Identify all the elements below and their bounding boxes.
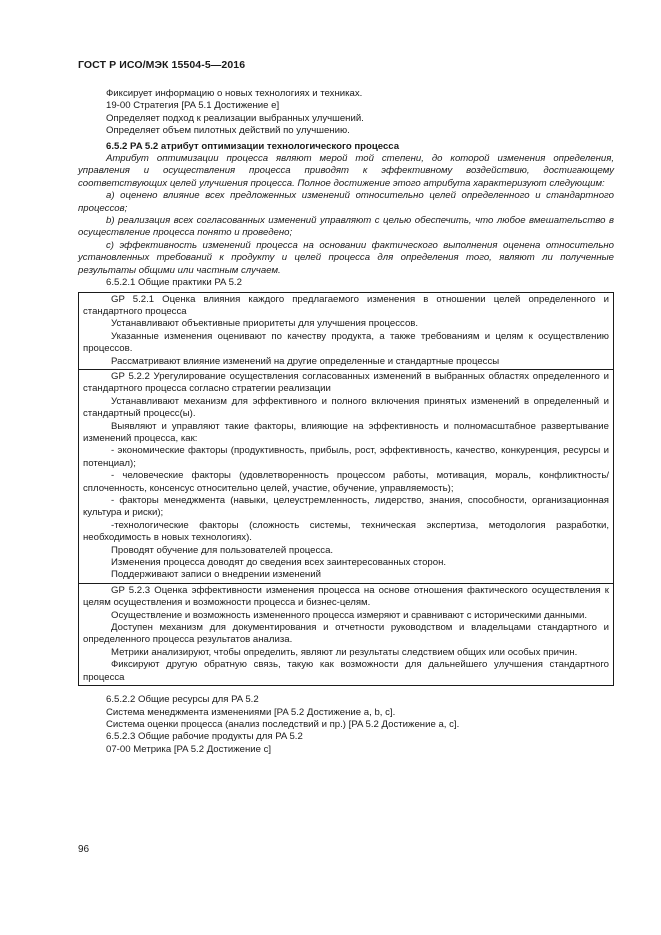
section-paragraph: Атрибут оптимизации процесса являют мерой той степени, до которой изменения определения, управления и осуществления процесса приводят к эффективному воздействию, достигающему соответствующих целей улучшения процесса. Полное достижение этого атрибута характеризуют следующим: — [78, 153, 614, 189]
box-line: Рассматривают влияние изменений на другие определенные и стандартные процессы — [111, 355, 500, 367]
box-line: Метрики анализируют, чтобы определить, являют ли результаты следствием общих или особых причин. — [111, 646, 578, 658]
box-line: -технологические факторы (сложность системы, техническая экспертиза, методология разработки, необходимость в новых технологиях). — [83, 519, 609, 544]
outro-line: Система менеджмента изменениями [PA 5.2 Достижение a, b, c]. — [106, 706, 396, 718]
box-line: Доступен механизм для документирования и отчетности руководством и владельцами стандартного и определенного процесса результатов анализа. — [83, 622, 609, 646]
box-line: Проводят обучение для пользователей процесса. — [111, 544, 334, 556]
section-paragraph: b) реализация всех согласованных изменений управляют с целью обеспечить, что любое вмешательство в осуществление процесса понято и проведено; — [78, 215, 614, 239]
box-line: GP 5.2.3 Оценка эффективности изменения процесса на основе отношения фактического осуществления к целям осуществления и возможности процесса и бизнес-целям. — [83, 584, 609, 609]
section-heading: 6.5.2 PA 5.2 атрибут оптимизации технологического процесса — [106, 140, 400, 152]
intro-line: Фиксирует информацию о новых технологиях и техниках. — [106, 88, 363, 99]
box-line: Выявляют и управляют такие факторы, влияющие на эффективность и полномасштабное развертывание изменений процесса, как: — [83, 420, 609, 444]
box-line: Изменения процесса доводят до сведения всех заинтересованных сторон. — [111, 557, 447, 569]
intro-line: 19-00 Стратегия [PA 5.1 Достижение e] — [106, 100, 280, 112]
practices-title: 6.5.2.1 Общие практики PA 5.2 — [106, 277, 242, 289]
box-line: Фиксируют другую обратную связь, такую как возможности для дальнейшего улучшения стандартного процесса — [83, 659, 609, 683]
box-line: Указанные изменения оценивают по качеству продукта, а также требованиям и целям к осуществлению процессов. — [83, 330, 609, 355]
outro-line: Система оценки процесса (анализ последствий и пр.) [PA 5.2 Достижение a, c]. — [106, 718, 460, 730]
practice-box-gp-5-2-1 — [78, 292, 614, 370]
document-header: ГОСТ Р ИСО/МЭК 15504-5—2016 — [78, 59, 246, 71]
outro-line: 6.5.2.3 Общие рабочие продукты для PA 5.2 — [106, 731, 303, 743]
intro-line: Определяет объем пилотных действий по улучшению. — [106, 125, 350, 137]
box-line: Поддерживают записи о внедрении изменений — [111, 569, 321, 581]
box-line: Устанавливают механизм для эффективного и полного включения принятых изменений в определенный и стандартный процесс(ы). — [83, 395, 609, 420]
box-line: - экономические факторы (продуктивность, прибыль, рост, эффективность, качество, конкуренция, ресурсы и потенциал); — [83, 445, 609, 469]
practice-box-gp-5-2-3 — [78, 584, 614, 686]
box-line: - человеческие факторы (удовлетворенность процессом работы, мотивация, мораль, конфликтность/сплоченность, консенсус относительно целей, участие, обучение, управляемость); — [83, 470, 609, 494]
box-line: - факторы менеджмента (навыки, целеустремленность, лидерство, знания, способности, организационная культура и риски); — [83, 495, 609, 519]
practice-box-gp-5-2-2 — [78, 370, 614, 584]
box-line: GP 5.2.2 Урегулирование осуществления согласованных изменений в выбранных областях определенного и стандартного процесса согласно стратегии реализации — [83, 370, 609, 395]
box-line: GP 5.2.1 Оценка влияния каждого предлагаемого изменения в отношении целей определенного и стандартного процесса — [83, 293, 609, 317]
box-line: Осуществление и возможность измененного процесса измеряют и сравнивают с историческими данными. — [111, 609, 587, 621]
section-paragraph: a) оценено влияние всех предложенных изменений относительно целей определенного и стандартного процессов; — [78, 190, 614, 214]
outro-line: 6.5.2.2 Общие ресурсы для PA 5.2 — [106, 694, 259, 706]
outro-line: 07-00 Метрика [PA 5.2 Достижение c] — [106, 743, 272, 755]
page-content — [78, 88, 614, 756]
box-line: Устанавливают объективные приоритеты для улучшения процессов. — [111, 318, 419, 330]
page-number: 96 — [78, 844, 90, 855]
section-paragraph: c) эффективность изменений процесса на основании фактического выполнения оценена относительно установленных требований к продукту и целей процесса для определения того, являют ли полученные результаты общими или частным случаем. — [78, 239, 614, 276]
intro-line: Определяет подход к реализации выбранных улучшений. — [106, 112, 364, 124]
